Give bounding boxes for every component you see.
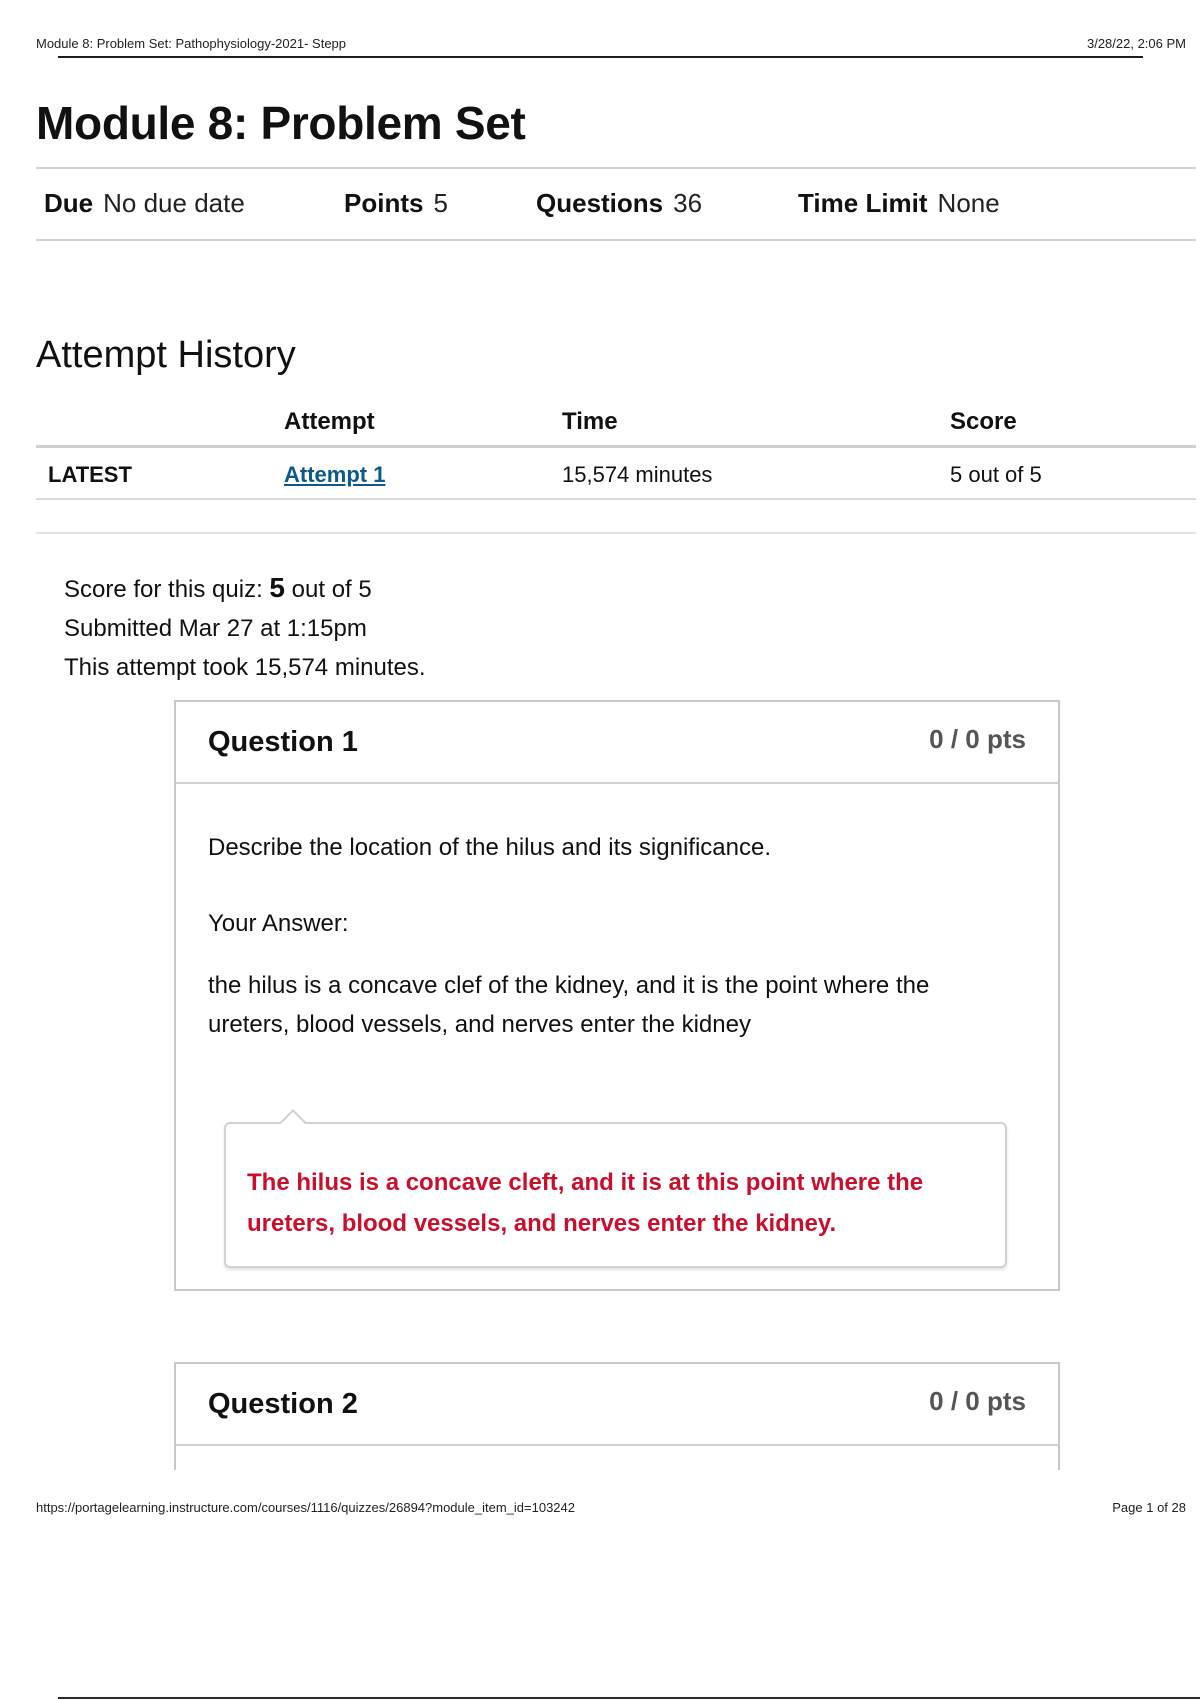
your-answer-label: Your Answer: (208, 910, 349, 937)
question-card (174, 1362, 1060, 1470)
question-card (174, 700, 1060, 1291)
bottom-rule (58, 1697, 1200, 1699)
meta-questions-label: Questions (536, 188, 664, 218)
score-prefix: Score for this quiz: (64, 576, 263, 603)
question-header (176, 702, 1058, 784)
print-footer-url: https://portagelearning.instructure.com/courses/1116/quizzes/26894?module_item_id=103242 (36, 1500, 575, 1515)
meta-due-label: Due (44, 188, 94, 218)
col-attempt: Attempt (284, 408, 375, 435)
print-header-datetime: 3/28/22, 2:06 PM (1086, 36, 1186, 51)
question-title: Question 1 (208, 726, 358, 758)
meta-points-value: 5 (433, 188, 448, 218)
col-score: Score (950, 408, 1017, 435)
attempt-time: 15,574 minutes (562, 462, 713, 487)
score-value: 5 (269, 572, 285, 603)
page-title: Module 8: Problem Set (36, 97, 526, 149)
attempt-link[interactable]: Attempt 1 (284, 462, 386, 487)
table-row (36, 448, 1196, 500)
attempt-history-header (36, 406, 1196, 448)
meta-time-limit (798, 188, 1000, 219)
question-title: Question 2 (208, 1388, 358, 1420)
quiz-meta-bar (36, 167, 1196, 241)
meta-time-limit-label: Time Limit (798, 188, 928, 218)
print-header-rule (58, 56, 1143, 58)
meta-points-label: Points (344, 188, 424, 218)
meta-due-value: No due date (103, 188, 245, 218)
score-line (64, 568, 426, 609)
score-suffix: out of 5 (291, 576, 372, 603)
section-divider (36, 532, 1196, 534)
meta-time-limit-value: None (937, 188, 1000, 218)
submitted-line: Submitted Mar 27 at 1:15pm (64, 615, 367, 642)
meta-questions (536, 188, 702, 219)
quiz-summary (64, 568, 426, 687)
print-header (36, 36, 1186, 51)
print-footer-page: Page 1 of 28 (1112, 1500, 1186, 1515)
meta-due (44, 188, 245, 219)
duration-line: This attempt took 15,574 minutes. (64, 654, 426, 681)
latest-tag: LATEST (48, 462, 132, 487)
attempt-score: 5 out of 5 (950, 462, 1042, 487)
question-header (176, 1364, 1058, 1446)
question-points: 0 / 0 pts (929, 724, 1026, 754)
meta-points (344, 188, 448, 219)
meta-questions-value: 36 (673, 188, 703, 218)
feedback-comment-text: The hilus is a concave cleft, and it is at this point where the ureters, blood vessels, and nerves enter the kidney. (247, 1169, 924, 1237)
attempt-history-title: Attempt History (36, 334, 296, 376)
question-text: Describe the location of the hilus and its significance. (208, 834, 771, 861)
col-time: Time (562, 408, 618, 435)
feedback-comment (224, 1122, 1007, 1268)
print-header-title: Module 8: Problem Set: Pathophysiology-2021- Stepp (36, 36, 347, 51)
question-points: 0 / 0 pts (929, 1386, 1026, 1416)
your-answer-text: the hilus is a concave clef of the kidney, and it is the point where the ureters, blood vessels, and nerves enter the kidney (208, 972, 930, 1038)
print-footer (36, 1500, 1186, 1515)
